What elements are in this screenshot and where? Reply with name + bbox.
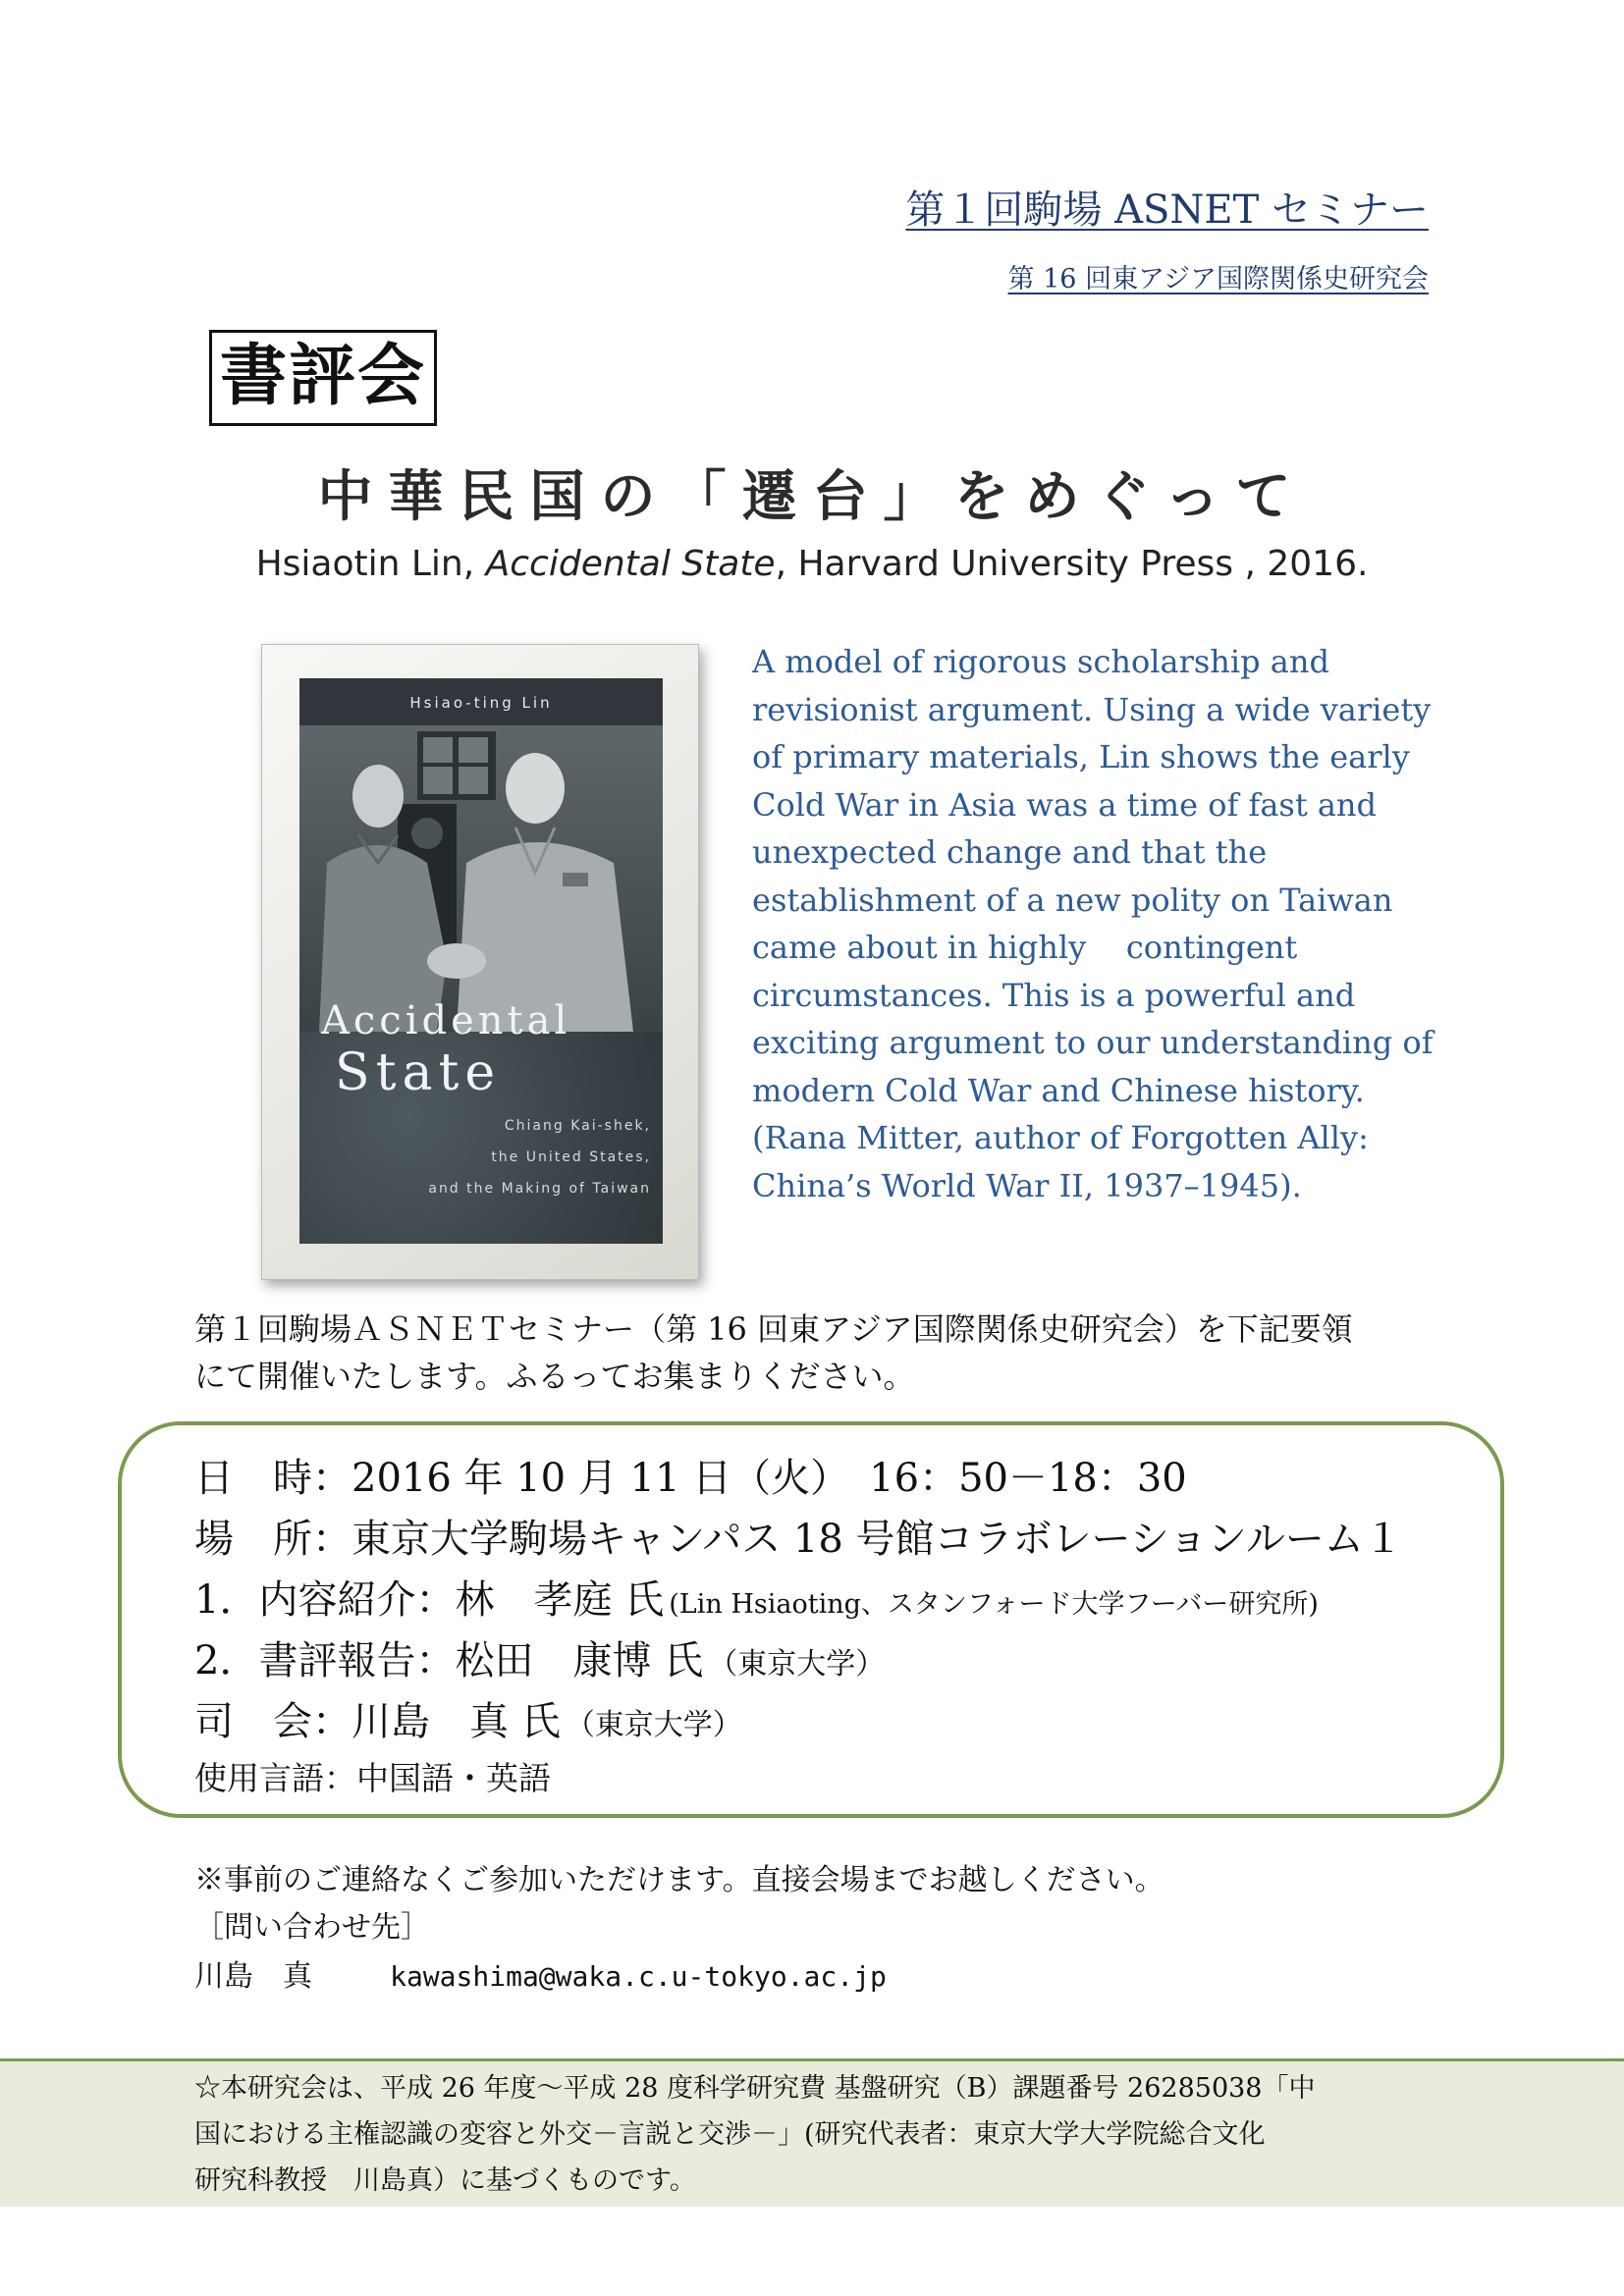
citation-book-title: Accidental State bbox=[485, 544, 776, 584]
blurb-line: (Rana Mitter, author of Forgotten Ally: bbox=[752, 1119, 1369, 1156]
contact-info bbox=[194, 1951, 887, 1995]
event-chair-text: 司 会：川島 真 氏 bbox=[194, 1699, 561, 1744]
event-language: 使用言語：中国語・英語 bbox=[194, 1759, 551, 1797]
book-citation bbox=[0, 544, 1624, 584]
blurb-line: exciting argument to our understanding of bbox=[752, 1024, 1434, 1061]
program-item-2-affiliation: （東京大学） bbox=[708, 1647, 886, 1682]
cover-subtitle-line2: the United States, bbox=[491, 1149, 651, 1165]
blurb-line: China’s World War II, 1937–1945). bbox=[752, 1166, 1302, 1204]
program-item-2-text: 2．書評報告：松田 康博 氏 bbox=[194, 1638, 704, 1683]
blurb-line: revisionist argument. Using a wide variety bbox=[752, 690, 1432, 728]
cover-author: Hsiao-ting Lin bbox=[409, 694, 553, 712]
event-chair bbox=[194, 1690, 742, 1746]
cover-subtitle-line1: Chiang Kai-shek, bbox=[504, 1118, 651, 1134]
series-title: 第１回駒場 ASNET セミナー bbox=[905, 187, 1429, 233]
blurb-line: Cold War in Asia was a time of fast and bbox=[752, 785, 1378, 824]
intro-line: にて開催いたします。ふるってお集まりください。 bbox=[194, 1358, 915, 1395]
intro-line: 第１回駒場ＡＳＮＥＴセミナー（第 16 回東アジア国際関係史研究会）を下記要領 bbox=[194, 1310, 1353, 1348]
blurb-line: of primary materials, Lin shows the early bbox=[752, 738, 1410, 775]
grant-acknowledgement bbox=[194, 2065, 1471, 2204]
cover-title-line2: State bbox=[335, 1043, 502, 1102]
contact-email[interactable]: kawashima@waka.c.u-tokyo.ac.jp bbox=[390, 1960, 887, 1993]
citation-publisher: , Harvard University Press , 2016. bbox=[775, 544, 1369, 584]
blurb-line: came about in highly contingent bbox=[752, 929, 1298, 966]
grant-line: ☆本研究会は、平成 26 年度～平成 28 度科学研究費 基盤研究（B）課題番号 26285038「中 bbox=[194, 2073, 1316, 2104]
book-cover-image bbox=[261, 644, 699, 1280]
event-type-badge: 書評会 bbox=[209, 330, 437, 426]
book-cover bbox=[299, 678, 663, 1244]
event-venue: 場 所：東京大学駒場キャンパス 18 号館コラボレーションルーム１ bbox=[194, 1517, 1403, 1562]
program-item-1-text: 1．内容紹介：林 孝庭 氏 bbox=[194, 1577, 665, 1623]
contact-name: 川島 真 bbox=[194, 1959, 312, 1994]
blurb-line: circumstances. This is a powerful and bbox=[752, 976, 1356, 1014]
blurb-line: A model of rigorous scholarship and bbox=[752, 643, 1329, 680]
grant-line: 研究科教授 川島真）に基づくものです。 bbox=[194, 2165, 696, 2196]
contact-label: ［問い合わせ先］ bbox=[194, 1910, 430, 1945]
blurb-line: modern Cold War and Chinese history. bbox=[752, 1071, 1365, 1109]
cover-subtitle-line3: and the Making of Taiwan bbox=[428, 1181, 651, 1197]
page-title: 中華民国の「遷台」をめぐって bbox=[317, 465, 1307, 529]
cover-photo bbox=[299, 725, 663, 1032]
program-item-1 bbox=[194, 1569, 1319, 1625]
cover-title-line1: Accidental bbox=[321, 998, 571, 1043]
subseries-title: 第 16 回東アジア国際関係史研究会 bbox=[1007, 264, 1429, 294]
program-item-1-affiliation: (Lin Hsiaoting、スタンフォード大学フーバー研究所) bbox=[669, 1589, 1319, 1620]
attendance-notice: ※事前のご連絡なくご参加いただけます。直接会場までお越しください。 bbox=[194, 1863, 1164, 1897]
book-blurb bbox=[752, 638, 1439, 1209]
event-chair-affiliation: （東京大学） bbox=[565, 1708, 742, 1742]
citation-author: Hsiaotin Lin, bbox=[255, 544, 486, 584]
blurb-line: establishment of a new polity on Taiwan bbox=[752, 881, 1393, 919]
program-item-2 bbox=[194, 1629, 885, 1685]
event-datetime: 日 時：2016 年 10 月 11 日（火） 16：50－18：30 bbox=[194, 1456, 1187, 1501]
grant-line: 国における主権認識の変容と外交－言説と交渉－」(研究代表者：東京大学大学院総合文化 bbox=[194, 2119, 1266, 2150]
blurb-line: unexpected change and that the bbox=[752, 833, 1268, 871]
intro-paragraph bbox=[194, 1306, 1451, 1400]
